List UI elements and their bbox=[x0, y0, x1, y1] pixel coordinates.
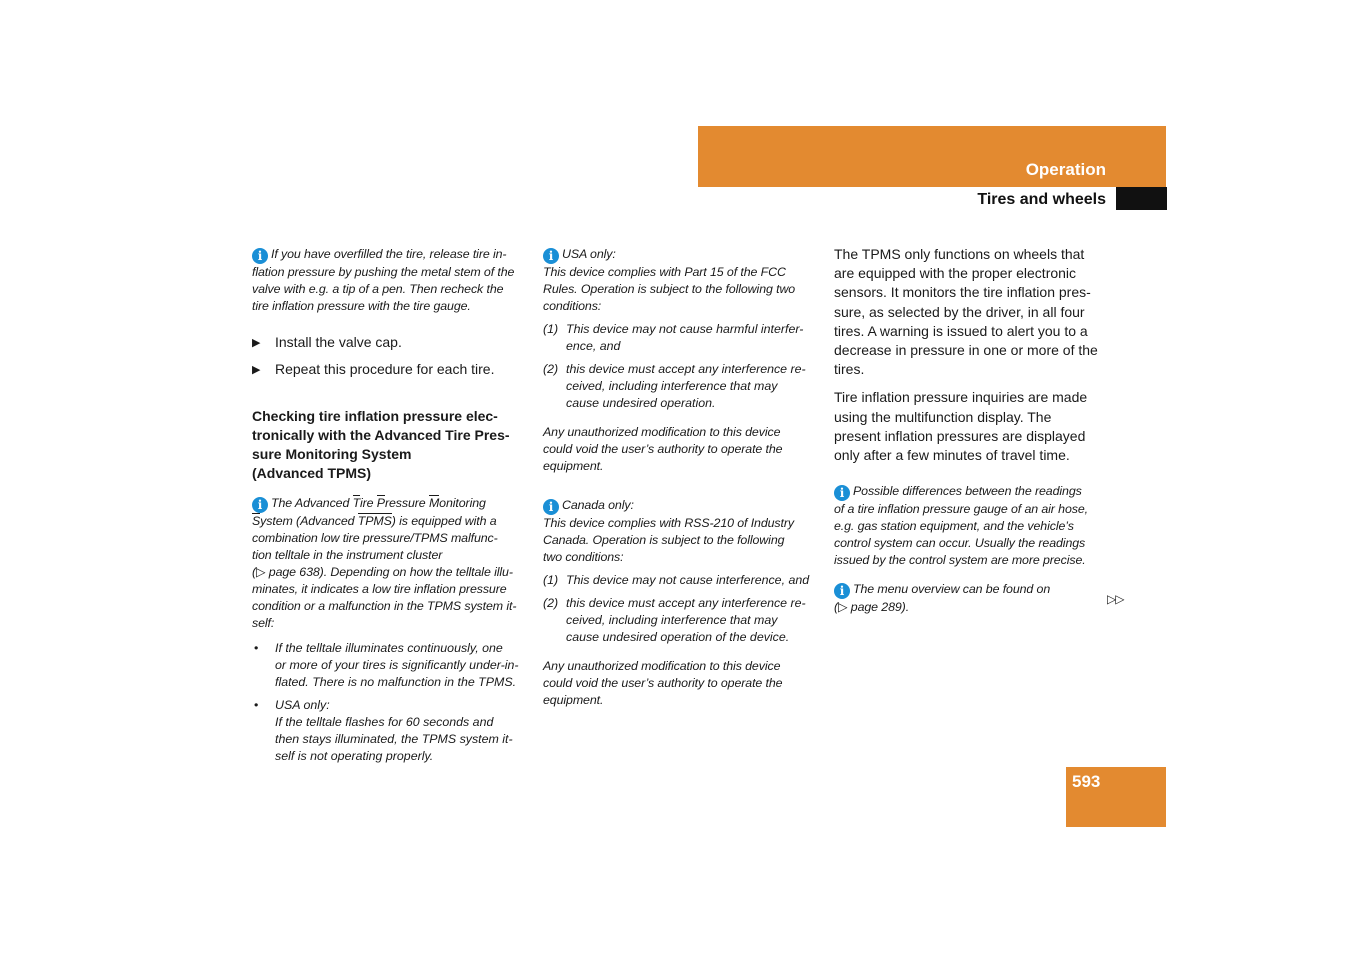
note-line: valve with e.g. a tip of a pen. Then recheck the bbox=[252, 282, 504, 296]
page-reference: (▷ page 289). bbox=[834, 600, 910, 615]
header-tab-marker bbox=[1116, 187, 1167, 210]
note-line: tion telltale in the instrument cluster bbox=[252, 548, 443, 562]
section-title: Operation bbox=[1025, 160, 1106, 179]
info-icon: i bbox=[252, 248, 268, 264]
info-note-canada: i Canada only: This device complies with RSS-210 of Industry Canada. Operation is subject to the following two conditions: bbox=[543, 498, 794, 564]
column-2 bbox=[543, 246, 819, 727]
list-item: (2) this device must accept any interference re- ceived, including interference that may cause undesired operation. bbox=[543, 362, 806, 410]
body-paragraph: Tire inflation pressure inquiries are made using the multifunction display. The present inflation pressures are displayed only after a few minutes of travel time. bbox=[834, 389, 1088, 464]
info-icon: i bbox=[834, 485, 850, 501]
note-line: combination low tire pressure/TPMS malfunc- bbox=[252, 531, 498, 545]
info-icon: i bbox=[543, 499, 559, 515]
canada-conditions-list bbox=[543, 572, 819, 646]
page-reference: (▷ page 638). Depending on how the telltale illu- bbox=[252, 565, 513, 579]
column-1 bbox=[252, 246, 528, 771]
list-item: (1) This device may not cause interference, and bbox=[543, 573, 810, 587]
info-note-usa: i USA only: This device complies with Part 15 of the FCC Rules. Operation is subject to the following two conditions: bbox=[543, 247, 796, 313]
column-3 bbox=[834, 245, 1110, 634]
section-heading: Checking tire inflation pressure elec- tronically with the Advanced Tire Pres- sure Monitoring System (Advanced TPMS) bbox=[252, 408, 510, 481]
info-note-differences: i Possible differences between the readings of a tire inflation pressure gauge of an air hose, e.g. gas station equipment, and the vehicle’s control system can occur. Usually the readings issued by the control system are more precise. bbox=[834, 484, 1088, 568]
info-note-menu-overview: i The menu overview can be found on (▷ page 289). bbox=[834, 581, 1110, 616]
info-note-tpms: i The Advanced Tire Pressure Monitoring System (Advanced TPMS) is equipped with a combination low tire pressure/TPMS malfunc- tion telltale in the instrument cluster (▷ page 638). Depending on how the telltale illu- minates, it indicates a low tire inflation pressure condition or a malfunction in the TPMS system it- self: bbox=[252, 495, 528, 632]
usa-conditions-list bbox=[543, 321, 819, 412]
note-line: flation pressure by pushing the metal stem of the bbox=[252, 265, 515, 279]
step-repeat-procedure bbox=[252, 360, 528, 379]
bullet-dot: • bbox=[254, 698, 259, 712]
info-icon: i bbox=[543, 248, 559, 264]
usa-closing-note: Any unauthorized modification to this device could void the user’s authority to operate the equipment. bbox=[543, 425, 783, 473]
note-line: tire inflation pressure with the tire gauge. bbox=[252, 299, 471, 313]
step-arrow-icon: ▶ bbox=[252, 337, 261, 349]
list-item: • USA only: If the telltale flashes for 60 seconds and then stays illuminated, the TPMS system it- self is not operating properly. bbox=[254, 698, 513, 763]
info-note-overfill bbox=[252, 246, 528, 315]
canada-closing-note: Any unauthorized modification to this device could void the user’s authority to operate the equipment. bbox=[543, 659, 783, 707]
info-icon: i bbox=[834, 583, 850, 599]
step-text: Install the valve cap. bbox=[275, 334, 402, 350]
list-item: • If the telltale illuminates continuously, one or more of your tires is significantly under-in- flated. There is no malfunction in the TPMS. bbox=[254, 641, 519, 689]
telltale-bullet-list bbox=[252, 640, 528, 765]
page-number: 593 bbox=[1072, 772, 1101, 791]
continue-marker-icon: ▷▷ bbox=[1107, 592, 1124, 606]
note-line: minates, it indicates a low tire inflation pressure bbox=[252, 582, 507, 596]
note-line: self: bbox=[252, 616, 275, 630]
bullet-dot: • bbox=[254, 641, 259, 655]
step-install-valve-cap bbox=[252, 333, 528, 352]
subsection-title: Tires and wheels bbox=[977, 191, 1106, 208]
note-line: condition or a malfunction in the TPMS system it- bbox=[252, 599, 517, 613]
step-text: Repeat this procedure for each tire. bbox=[275, 361, 495, 377]
step-arrow-icon: ▶ bbox=[252, 364, 261, 376]
list-item: (1) This device may not cause harmful interfer- ence, and bbox=[543, 322, 804, 353]
list-item: (2) this device must accept any interference re- ceived, including interference that may cause undesired operation of the device. bbox=[543, 596, 806, 644]
body-paragraph: The TPMS only functions on wheels that are equipped with the proper electronic sensors. It monitors the tire inflation pres- sure, as selected by the driver, in all four tires. A warning is issued to alert you to a decrease in pressure in one or more of the tires. bbox=[834, 246, 1098, 378]
note-line: If you have overfilled the tire, release tire in- bbox=[271, 247, 507, 261]
info-icon: i bbox=[252, 497, 268, 513]
